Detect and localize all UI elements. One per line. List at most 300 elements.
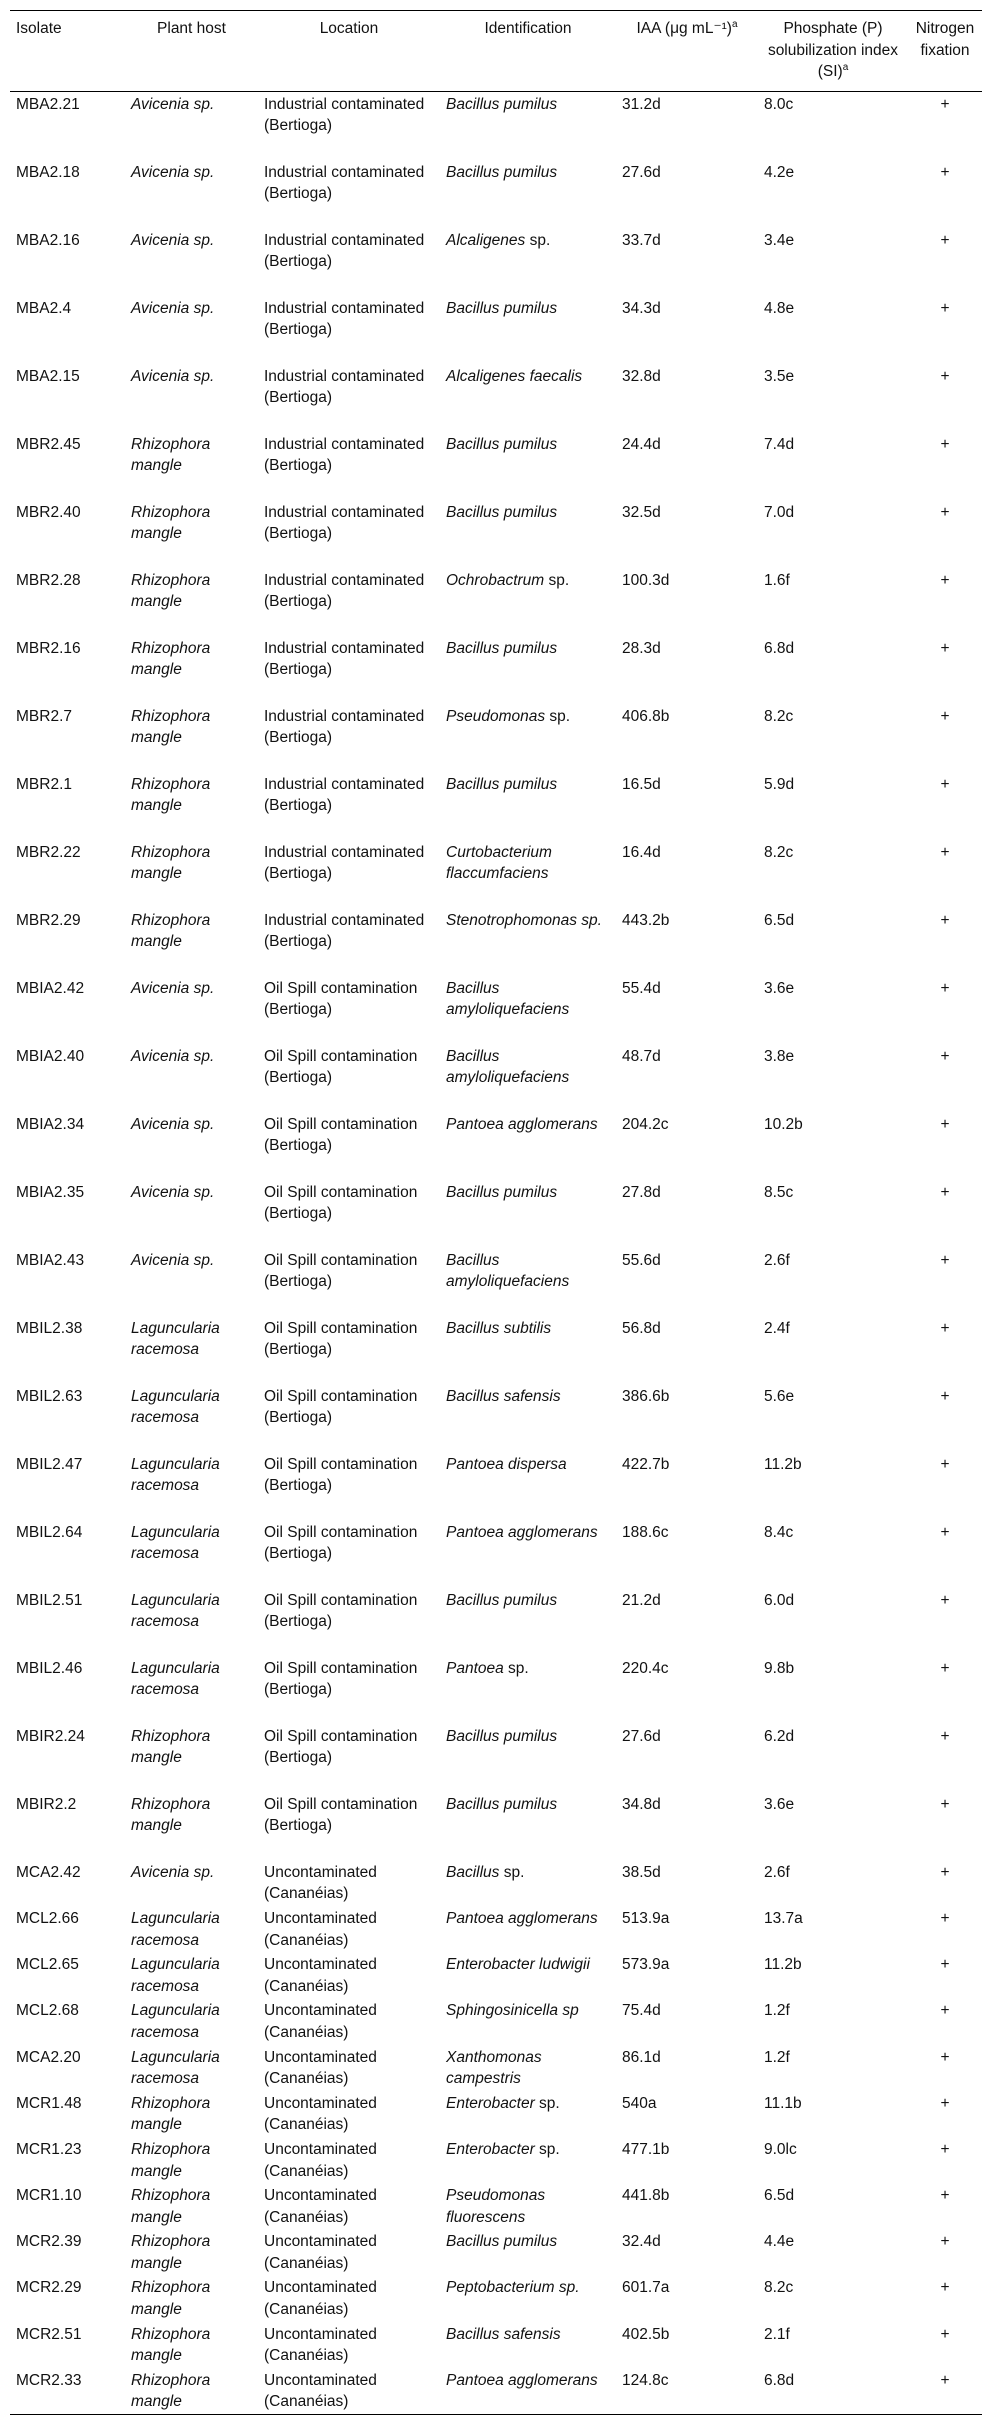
cell-nitrogen-fixation: +: [940, 1909, 950, 1927]
cell-phosphate-si: 3.6e: [764, 1795, 795, 1813]
cell-identification: [440, 1724, 616, 1792]
cell-iaa: 55.6d: [622, 1251, 661, 1269]
table-row: [10, 2368, 982, 2415]
cell-identification: [440, 432, 616, 500]
identification-taxon: Xanthomonas campestris: [446, 2048, 542, 2088]
cell-phosphate-si: 2.4f: [764, 1319, 790, 1337]
identification-taxon: Ochrobactrum: [446, 571, 545, 589]
cell-isolate: MBA2.18: [16, 163, 80, 181]
identification-taxon: Pseudomonas: [446, 707, 546, 725]
header-phosphate-footnote: a: [842, 62, 849, 74]
cell-phosphate-si: 1.2f: [764, 2002, 790, 2020]
cell-phosphate-si: 4.2e: [764, 163, 795, 181]
cell-location: Oil Spill contamination (Bertioga): [264, 1591, 418, 1631]
table-row: [10, 228, 982, 296]
cell-isolate: MBA2.15: [16, 367, 80, 385]
cell-nitrogen-fixation: +: [940, 1047, 950, 1065]
cell-location: Uncontaminated (Cananéias): [264, 2279, 377, 2319]
cell-iaa: 124.8c: [622, 2371, 669, 2389]
cell-phosphate-si: 8.2c: [764, 843, 794, 861]
cell-nitrogen-fixation: +: [940, 231, 950, 249]
cell-isolate: MBA2.21: [16, 95, 80, 113]
table-row: [10, 2322, 982, 2368]
cell-location: Uncontaminated (Cananéias): [264, 2233, 377, 2272]
table-row: [10, 2275, 982, 2321]
table-row: [10, 296, 982, 364]
cell-plant-host: Rhizophora mangle: [131, 503, 211, 543]
cell-location: Industrial contaminated (Bertioga): [264, 503, 425, 543]
cell-identification: [440, 1906, 616, 1952]
cell-identification: [440, 1792, 616, 1860]
cell-isolate: MBIA2.34: [16, 1115, 85, 1133]
cell-plant-host: Avicenia sp.: [131, 1047, 215, 1065]
cell-nitrogen-fixation: +: [940, 571, 950, 589]
cell-phosphate-si: 9.8b: [764, 1659, 795, 1677]
cell-nitrogen-fixation: +: [940, 979, 950, 997]
cell-nitrogen-fixation: +: [940, 2325, 950, 2343]
cell-iaa: 21.2d: [622, 1591, 661, 1609]
header-row: [10, 11, 982, 92]
isolates-table: [10, 10, 982, 2415]
table-row: [10, 1180, 982, 1248]
table-row: [10, 91, 982, 160]
cell-location: Industrial contaminated (Bertioga): [264, 843, 425, 883]
header-nitrogen: Nitrogen fixation: [915, 20, 975, 59]
cell-isolate: MBA2.4: [16, 299, 72, 317]
cell-phosphate-si: 5.9d: [764, 775, 795, 793]
cell-nitrogen-fixation: +: [940, 1591, 950, 1609]
identification-taxon: Pantoea agglomerans: [446, 1115, 598, 1133]
cell-location: Industrial contaminated (Bertioga): [264, 775, 425, 815]
cell-location: Oil Spill contamination (Bertioga): [264, 1115, 418, 1155]
cell-phosphate-si: 6.8d: [764, 2371, 795, 2389]
cell-isolate: MCR1.48: [16, 2094, 82, 2112]
cell-isolate: MCA2.20: [16, 2048, 81, 2066]
cell-isolate: MBR2.22: [16, 843, 81, 861]
table-row: [10, 500, 982, 568]
cell-phosphate-si: 4.4e: [764, 2233, 795, 2251]
cell-location: Industrial contaminated (Bertioga): [264, 571, 425, 611]
cell-phosphate-si: 6.8d: [764, 639, 795, 657]
cell-phosphate-si: 3.8e: [764, 1047, 795, 1065]
identification-taxon: Bacillus pumilus: [446, 775, 558, 793]
identification-taxon: Bacillus pumilus: [446, 1795, 558, 1813]
identification-taxon: Pantoea agglomerans: [446, 1523, 598, 1541]
cell-iaa: 100.3d: [622, 571, 670, 589]
cell-iaa: 188.6c: [622, 1523, 669, 1541]
cell-phosphate-si: 3.4e: [764, 231, 795, 249]
table-row: [10, 1792, 982, 1860]
cell-location: Oil Spill contamination (Bertioga): [264, 1183, 418, 1223]
cell-iaa: 406.8b: [622, 707, 670, 725]
cell-plant-host: Laguncularia racemosa: [131, 1659, 220, 1699]
cell-isolate: MCR2.39: [16, 2233, 82, 2251]
table-row: [10, 2137, 982, 2183]
cell-location: Uncontaminated (Cananéias): [264, 1863, 377, 1903]
cell-identification: [440, 1998, 616, 2044]
cell-plant-host: Rhizophora mangle: [131, 843, 211, 883]
identification-taxon: Enterobacter ludwigii: [446, 1956, 590, 1974]
cell-phosphate-si: 6.5d: [764, 2187, 795, 2205]
cell-plant-host: Laguncularia racemosa: [131, 1956, 220, 1995]
cell-isolate: MBR2.1: [16, 775, 72, 793]
cell-nitrogen-fixation: +: [940, 95, 950, 113]
cell-location: Industrial contaminated (Bertioga): [264, 707, 425, 747]
cell-plant-host: Laguncularia racemosa: [131, 1523, 220, 1563]
cell-phosphate-si: 7.0d: [764, 503, 795, 521]
cell-iaa: 34.3d: [622, 299, 661, 317]
table-row: [10, 2091, 982, 2137]
cell-nitrogen-fixation: +: [940, 1523, 950, 1541]
cell-identification: [440, 976, 616, 1044]
identification-taxon: Bacillus pumilus: [446, 1183, 558, 1201]
identification-taxon: Alcaligenes: [446, 231, 526, 249]
cell-identification: [440, 1248, 616, 1316]
table-row: [10, 2045, 982, 2091]
cell-isolate: MBIA2.35: [16, 1183, 85, 1201]
cell-phosphate-si: 10.2b: [764, 1115, 803, 1133]
cell-identification: [440, 160, 616, 228]
cell-plant-host: Rhizophora mangle: [131, 2233, 211, 2272]
identification-taxon: Sphingosinicella sp: [446, 2002, 579, 2020]
cell-identification: [440, 2368, 616, 2415]
cell-location: Oil Spill contamination (Bertioga): [264, 1319, 418, 1359]
cell-iaa: 55.4d: [622, 979, 661, 997]
cell-iaa: 86.1d: [622, 2048, 661, 2066]
cell-iaa: 34.8d: [622, 1795, 661, 1813]
cell-iaa: 513.9a: [622, 1909, 670, 1927]
cell-nitrogen-fixation: +: [940, 503, 950, 521]
cell-phosphate-si: 8.2c: [764, 707, 794, 725]
cell-nitrogen-fixation: +: [940, 2048, 950, 2066]
cell-location: Uncontaminated (Cananéias): [264, 2094, 377, 2134]
table-row: [10, 840, 982, 908]
cell-phosphate-si: 6.0d: [764, 1591, 795, 1609]
cell-isolate: MBIR2.24: [16, 1727, 85, 1745]
cell-isolate: MCL2.68: [16, 2002, 79, 2020]
cell-location: Industrial contaminated (Bertioga): [264, 231, 425, 271]
cell-iaa: 56.8d: [622, 1319, 661, 1337]
cell-plant-host: Laguncularia racemosa: [131, 1591, 220, 1631]
cell-identification: [440, 1112, 616, 1180]
cell-identification: [440, 1044, 616, 1112]
cell-phosphate-si: 1.6f: [764, 571, 790, 589]
cell-phosphate-si: 4.8e: [764, 299, 795, 317]
table-row: [10, 1588, 982, 1656]
identification-taxon: Bacillus: [446, 1863, 500, 1881]
table-row: [10, 568, 982, 636]
cell-phosphate-si: 9.0lc: [764, 2140, 797, 2158]
cell-isolate: MCR1.23: [16, 2140, 82, 2158]
cell-isolate: MBIL2.47: [16, 1455, 83, 1473]
cell-phosphate-si: 3.5e: [764, 367, 795, 385]
table-row: [10, 772, 982, 840]
table-row: [10, 1112, 982, 1180]
cell-phosphate-si: 11.2b: [764, 1956, 802, 1974]
cell-iaa: 31.2d: [622, 95, 661, 113]
cell-isolate: MCL2.66: [16, 1909, 79, 1927]
cell-nitrogen-fixation: +: [940, 1319, 950, 1337]
identification-taxon: Curtobacterium flaccumfaciens: [446, 843, 552, 883]
cell-plant-host: Rhizophora mangle: [131, 639, 211, 679]
cell-nitrogen-fixation: +: [940, 1659, 950, 1677]
identification-taxon: Pantoea agglomerans: [446, 2371, 598, 2389]
identification-sp-suffix: sp.: [499, 1863, 525, 1881]
cell-isolate: MBR2.28: [16, 571, 81, 589]
identification-taxon: Bacillus amyloliquefaciens: [446, 1251, 570, 1291]
cell-identification: [440, 1588, 616, 1656]
cell-identification: [440, 296, 616, 364]
cell-location: Oil Spill contamination (Bertioga): [264, 979, 418, 1019]
identification-taxon: Bacillus safensis: [446, 1387, 561, 1405]
identification-taxon: Bacillus subtilis: [446, 1319, 552, 1337]
cell-phosphate-si: 8.4c: [764, 1523, 794, 1541]
identification-taxon: Pantoea agglomerans: [446, 1909, 598, 1927]
cell-phosphate-si: 11.2b: [764, 1455, 802, 1473]
cell-phosphate-si: 8.2c: [764, 2279, 794, 2297]
identification-taxon: Pantoea dispersa: [446, 1455, 567, 1473]
cell-iaa: 441.8b: [622, 2187, 670, 2205]
cell-isolate: MBR2.45: [16, 435, 81, 453]
cell-nitrogen-fixation: +: [940, 775, 950, 793]
cell-iaa: 75.4d: [622, 2002, 661, 2020]
header-phosphate-label: Phosphate (P) solubilization index (SI): [767, 20, 899, 81]
cell-identification: [440, 2322, 616, 2368]
cell-iaa: 220.4c: [622, 1659, 669, 1677]
cell-plant-host: Rhizophora mangle: [131, 2325, 211, 2365]
cell-phosphate-si: 13.7a: [764, 1909, 803, 1927]
cell-phosphate-si: 2.6f: [764, 1863, 790, 1881]
header-plant-host: Plant host: [157, 20, 226, 37]
cell-nitrogen-fixation: +: [940, 435, 950, 453]
cell-phosphate-si: 3.6e: [764, 979, 795, 997]
table-row: [10, 2183, 982, 2229]
cell-nitrogen-fixation: +: [940, 911, 950, 929]
identification-sp-suffix: sp.: [534, 2094, 560, 2112]
cell-location: Uncontaminated (Cananéias): [264, 2325, 377, 2365]
cell-location: Uncontaminated (Cananéias): [264, 2048, 377, 2088]
identification-taxon: Bacillus amyloliquefaciens: [446, 979, 570, 1019]
cell-nitrogen-fixation: +: [940, 2371, 950, 2389]
cell-nitrogen-fixation: +: [940, 1183, 950, 1201]
cell-isolate: MCR2.29: [16, 2279, 82, 2297]
cell-nitrogen-fixation: +: [940, 2187, 950, 2205]
cell-identification: [440, 1316, 616, 1384]
cell-location: Industrial contaminated (Bertioga): [264, 435, 425, 475]
cell-plant-host: Rhizophora mangle: [131, 435, 211, 475]
table-row: [10, 1724, 982, 1792]
cell-identification: [440, 2045, 616, 2091]
cell-nitrogen-fixation: +: [940, 1863, 950, 1881]
table-row: [10, 1656, 982, 1724]
cell-iaa: 32.8d: [622, 367, 661, 385]
table-row: [10, 1952, 982, 1998]
identification-taxon: Bacillus pumilus: [446, 435, 558, 453]
header-phosphate: [758, 11, 908, 92]
cell-iaa: 540a: [622, 2094, 657, 2112]
cell-isolate: MBIL2.46: [16, 1659, 83, 1677]
cell-iaa: 16.4d: [622, 843, 661, 861]
identification-taxon: Bacillus pumilus: [446, 1727, 558, 1745]
cell-iaa: 27.8d: [622, 1183, 661, 1201]
cell-identification: [440, 364, 616, 432]
table-row: [10, 1520, 982, 1588]
cell-nitrogen-fixation: +: [940, 367, 950, 385]
cell-location: Uncontaminated (Cananéias): [264, 2187, 377, 2226]
cell-plant-host: Rhizophora mangle: [131, 571, 211, 611]
cell-iaa: 33.7d: [622, 231, 661, 249]
cell-nitrogen-fixation: +: [940, 1956, 950, 1974]
identification-taxon: Bacillus pumilus: [446, 639, 558, 657]
cell-iaa: 38.5d: [622, 1863, 661, 1881]
cell-plant-host: Rhizophora mangle: [131, 707, 211, 747]
cell-location: Uncontaminated (Cananéias): [264, 2002, 377, 2041]
identification-taxon: Bacillus pumilus: [446, 163, 558, 181]
table-row: [10, 1998, 982, 2044]
identification-taxon: Bacillus safensis: [446, 2325, 561, 2343]
cell-isolate: MCR2.51: [16, 2325, 82, 2343]
cell-iaa: 422.7b: [622, 1455, 670, 1473]
cell-plant-host: Avicenia sp.: [131, 299, 215, 317]
cell-nitrogen-fixation: +: [940, 299, 950, 317]
cell-iaa: 601.7a: [622, 2279, 670, 2297]
cell-identification: [440, 704, 616, 772]
cell-nitrogen-fixation: +: [940, 1115, 950, 1133]
table-header: [10, 11, 982, 92]
table-row: [10, 160, 982, 228]
cell-identification: [440, 91, 616, 160]
table-row: [10, 704, 982, 772]
cell-location: Industrial contaminated (Bertioga): [264, 95, 425, 135]
cell-isolate: MBIA2.43: [16, 1251, 85, 1269]
identification-taxon: Stenotrophomonas sp.: [446, 911, 602, 929]
cell-iaa: 24.4d: [622, 435, 661, 453]
cell-plant-host: Rhizophora mangle: [131, 2140, 211, 2180]
identification-taxon: Bacillus amyloliquefaciens: [446, 1047, 570, 1087]
cell-nitrogen-fixation: +: [940, 2140, 950, 2158]
cell-location: Uncontaminated (Cananéias): [264, 2371, 377, 2411]
identification-taxon: Bacillus pumilus: [446, 95, 558, 113]
cell-identification: [440, 636, 616, 704]
cell-location: Oil Spill contamination (Bertioga): [264, 1455, 418, 1495]
cell-plant-host: Avicenia sp.: [131, 1183, 215, 1201]
identification-taxon: Enterobacter: [446, 2094, 535, 2112]
cell-isolate: MBIA2.42: [16, 979, 85, 997]
cell-isolate: MBIL2.63: [16, 1387, 83, 1405]
table-row: [10, 1906, 982, 1952]
cell-isolate: MBIL2.51: [16, 1591, 83, 1609]
cell-iaa: 573.9a: [622, 1956, 670, 1974]
cell-phosphate-si: 2.6f: [764, 1251, 790, 1269]
table-row: [10, 1384, 982, 1452]
cell-isolate: MBR2.16: [16, 639, 81, 657]
table-row: [10, 1248, 982, 1316]
cell-iaa: 28.3d: [622, 639, 661, 657]
cell-isolate: MCR2.33: [16, 2371, 82, 2389]
cell-plant-host: Laguncularia racemosa: [131, 1909, 220, 1949]
cell-iaa: 32.4d: [622, 2233, 661, 2251]
cell-location: Industrial contaminated (Bertioga): [264, 367, 425, 407]
cell-identification: [440, 2229, 616, 2275]
cell-plant-host: Rhizophora mangle: [131, 2279, 211, 2319]
cell-plant-host: Avicenia sp.: [131, 1115, 215, 1133]
identification-taxon: Alcaligenes faecalis: [446, 367, 583, 385]
identification-sp-suffix: sp.: [545, 707, 571, 725]
cell-location: Uncontaminated (Cananéias): [264, 1956, 377, 1995]
cell-plant-host: Avicenia sp.: [131, 231, 215, 249]
table-body: [10, 91, 982, 2414]
cell-plant-host: Laguncularia racemosa: [131, 2048, 220, 2088]
cell-identification: [440, 1860, 616, 1906]
identification-taxon: Bacillus pumilus: [446, 299, 558, 317]
cell-identification: [440, 1520, 616, 1588]
cell-location: Industrial contaminated (Bertioga): [264, 911, 425, 951]
cell-location: Oil Spill contamination (Bertioga): [264, 1251, 418, 1291]
cell-location: Oil Spill contamination (Bertioga): [264, 1047, 418, 1087]
cell-nitrogen-fixation: +: [940, 2002, 950, 2020]
cell-plant-host: Avicenia sp.: [131, 1251, 215, 1269]
cell-identification: [440, 1452, 616, 1520]
cell-phosphate-si: 1.2f: [764, 2048, 790, 2066]
cell-plant-host: Laguncularia racemosa: [131, 1387, 220, 1427]
cell-phosphate-si: 8.0c: [764, 95, 794, 113]
cell-identification: [440, 2183, 616, 2229]
cell-phosphate-si: 8.5c: [764, 1183, 794, 1201]
cell-plant-host: Laguncularia racemosa: [131, 1455, 220, 1495]
cell-plant-host: Rhizophora mangle: [131, 2187, 211, 2226]
cell-identification: [440, 908, 616, 976]
cell-identification: [440, 2091, 616, 2137]
cell-identification: [440, 568, 616, 636]
cell-location: Uncontaminated (Cananéias): [264, 1909, 377, 1949]
cell-location: Oil Spill contamination (Bertioga): [264, 1659, 418, 1699]
cell-location: Oil Spill contamination (Bertioga): [264, 1727, 418, 1767]
identification-taxon: Bacillus pumilus: [446, 1591, 558, 1609]
cell-plant-host: Rhizophora mangle: [131, 911, 211, 951]
table-row: [10, 1316, 982, 1384]
header-isolate: Isolate: [16, 20, 62, 37]
cell-iaa: 27.6d: [622, 163, 661, 181]
table-row: [10, 432, 982, 500]
cell-iaa: 386.6b: [622, 1387, 670, 1405]
cell-identification: [440, 2137, 616, 2183]
cell-identification: [440, 1180, 616, 1248]
cell-isolate: MBR2.29: [16, 911, 81, 929]
cell-identification: [440, 1656, 616, 1724]
table-row: [10, 1860, 982, 1906]
cell-isolate: MCA2.42: [16, 1863, 81, 1881]
identification-sp-suffix: sp.: [503, 1659, 529, 1677]
header-location: Location: [319, 20, 379, 37]
cell-identification: [440, 500, 616, 568]
cell-iaa: 48.7d: [622, 1047, 661, 1065]
cell-plant-host: Rhizophora mangle: [131, 1795, 211, 1835]
cell-nitrogen-fixation: +: [940, 1455, 950, 1473]
cell-location: Industrial contaminated (Bertioga): [264, 639, 425, 679]
cell-identification: [440, 1952, 616, 1998]
cell-isolate: MBIL2.38: [16, 1319, 83, 1337]
cell-plant-host: Laguncularia racemosa: [131, 1319, 220, 1359]
cell-plant-host: Laguncularia racemosa: [131, 2002, 220, 2041]
cell-plant-host: Rhizophora mangle: [131, 1727, 211, 1767]
identification-taxon: Peptobacterium sp.: [446, 2279, 580, 2297]
identification-sp-suffix: sp.: [525, 231, 551, 249]
identification-sp-suffix: sp.: [534, 2140, 560, 2158]
identification-sp-suffix: sp.: [544, 571, 570, 589]
table-row: [10, 976, 982, 1044]
cell-plant-host: Avicenia sp.: [131, 95, 215, 113]
cell-location: Oil Spill contamination (Bertioga): [264, 1523, 418, 1563]
